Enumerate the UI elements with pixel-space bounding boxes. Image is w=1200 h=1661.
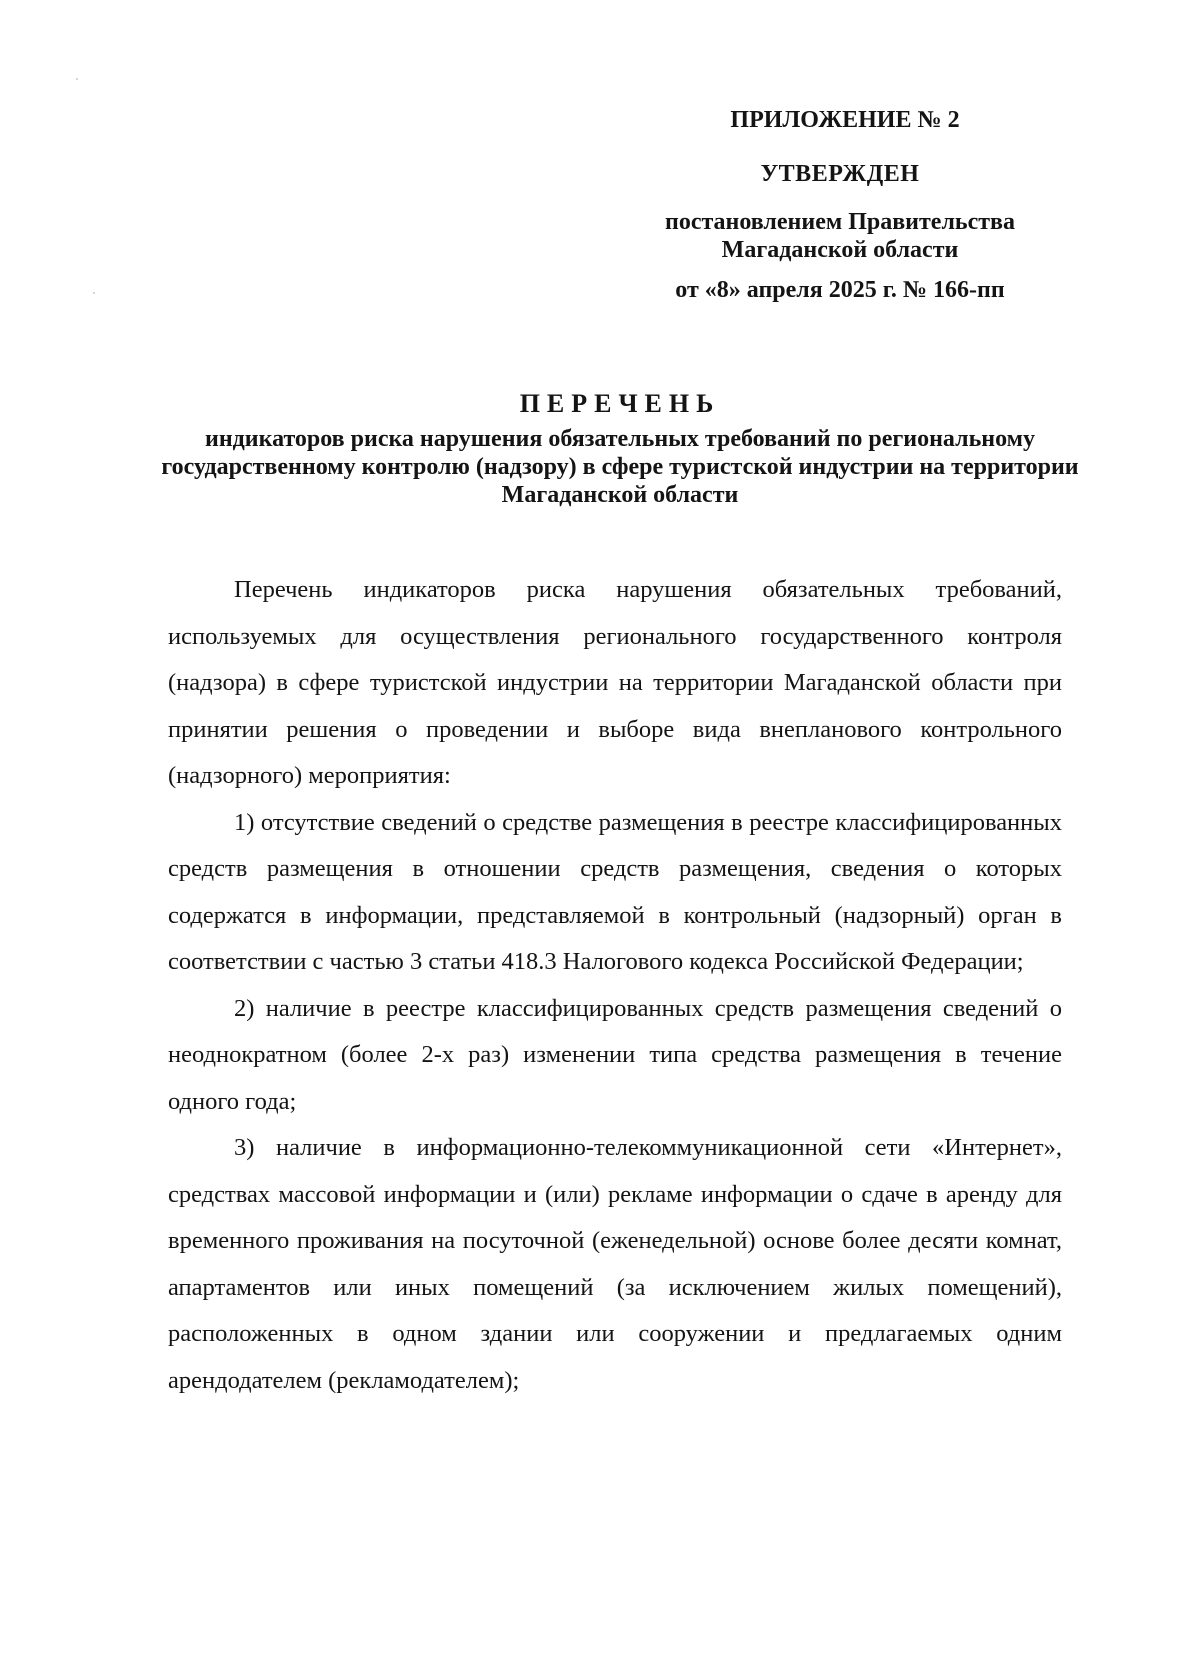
approved-label: УТВЕРЖДЕН — [760, 161, 920, 187]
list-item-2: 2) наличие в реестре классифицированных средств размещения сведений о неоднократном (более 2-х раз) изменении типа средства размещения в течение одного года; — [168, 994, 1062, 1115]
approved-date-text: от «8» апреля 2025 г. № 166-пп — [675, 277, 1005, 303]
document-title: ПЕРЕЧЕНЬ — [519, 389, 721, 418]
document-body — [168, 567, 1062, 1404]
document-subtitle: индикаторов риска нарушения обязательных требований по региональному государственному контролю (надзору) в сфере туристской индустрии на территории Магаданской области — [161, 426, 1079, 508]
list-item-1: 1) отсутствие сведений о средстве размещения в реестре классифицированных средств размещения в отношении средств размещения, сведения о которых содержатся в информации, представляемой в контрольный (надзорный) орган в соответствии с частью 3 статьи 418.3 Налогового кодекса Российской Федерации; — [168, 808, 1062, 975]
scan-speck — [93, 292, 95, 294]
scan-speck — [76, 78, 78, 80]
title-block — [150, 387, 1090, 509]
appendix-number: ПРИЛОЖЕНИЕ № 2 — [730, 107, 960, 133]
approved-by-text: постановлением Правительства Магаданской области — [664, 209, 1015, 263]
intro-paragraph: Перечень индикаторов риска нарушения обязательных требований, используемых для осуществления регионального государственного контроля (надзора) в сфере туристской индустрии на территории Магаданской области при принятии решения о проведении и выборе вида внепланового контрольного (надзорного) мероприятия: — [168, 576, 1062, 789]
approval-block — [620, 106, 1060, 304]
list-item-3: 3) наличие в информационно-телекоммуникационной сети «Интернет», средствах массовой информации и (или) рекламе информации о сдаче в аренду для временного проживания на посуточной (еженедельной) основе более десяти комнат, апартаментов или иных помещений (за исключением жилых помещений), расположенных в одном здании или сооружении и предлагаемых одним арендодателем (рекламодателем); — [168, 1134, 1062, 1394]
